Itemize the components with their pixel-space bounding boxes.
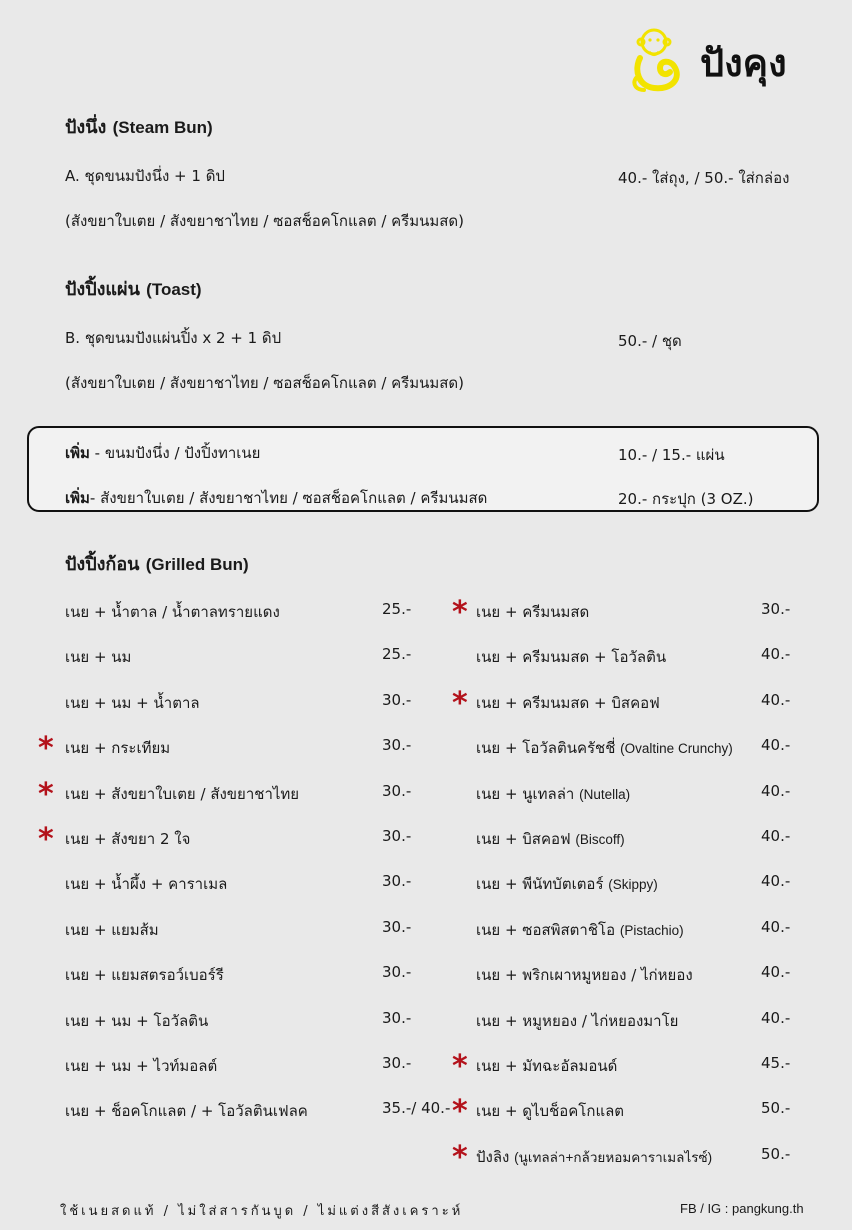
menu-item-name-th: เนย + พริกเผาหมูหยอง / ไก่หยอง xyxy=(476,966,693,984)
menu-item xyxy=(476,1054,831,1078)
menu-item-name xyxy=(476,963,693,987)
section-title-steam-en: (Steam Bun) xyxy=(112,118,213,137)
menu-item-name-th: เนย + โอวัลตินครัชชี่ xyxy=(476,739,621,757)
footer-notes: ใช้เนยสดแท้ / ไม่ใส่สารกันบูด / ไม่แต่งสีสังเคราะห์ xyxy=(60,1204,464,1219)
menu-item-name xyxy=(476,691,660,715)
toast-set-label: B. ชุดขนมปังแผ่นปิ้ง x 2 + 1 ดิป xyxy=(65,329,282,347)
addon-row-bread-text: - ขนมปังนึ่ง / ปังปิ้งทาเนย xyxy=(89,444,261,462)
menu-item-price: 30.- xyxy=(382,691,412,709)
addon-row-bread-price: 10.- / 15.- แผ่น xyxy=(618,446,725,464)
toast-set-price: 50.- / ชุด xyxy=(618,332,682,350)
menu-item-name-en: (Pistachio) xyxy=(619,923,684,938)
menu-item-name xyxy=(476,918,684,942)
section-title-toast-en: (Toast) xyxy=(146,280,202,299)
section-title-steam-th: ปังนึ่ง xyxy=(65,117,107,138)
toast-dips: (สังขยาใบเตย / สังขยาชาไทย / ซอสช็อคโกแลต / ครีมนมสด) xyxy=(65,374,465,392)
menu-item-price: 30.- xyxy=(382,827,412,845)
steam-set-price: 40.- ใส่ถุง, / 50.- ใส่กล่อง xyxy=(618,169,790,187)
menu-item xyxy=(65,1009,452,1033)
menu-item xyxy=(65,1054,452,1078)
menu-item-name-th: ปังลิง xyxy=(476,1148,515,1166)
menu-item-name-th: เนย + แยมสตรอว์เบอร์รี xyxy=(65,966,224,984)
menu-item-name-th: เนย + สังขยาใบเตย / สังขยาชาไทย xyxy=(65,785,300,803)
menu-item xyxy=(65,782,452,806)
addon-row-bread-label: เพิ่ม xyxy=(65,444,90,462)
menu-item-price: 40.- xyxy=(761,691,791,709)
menu-item-name-th: เนย + ดูไบช็อคโกแลต xyxy=(476,1102,625,1120)
menu-item-name xyxy=(65,600,280,624)
menu-item-name-th: เนย + กระเทียม xyxy=(65,739,171,757)
menu-item xyxy=(65,918,452,942)
addon-row-dip-price: 20.- กระปุก (3 OZ.) xyxy=(618,490,754,508)
menu-item-name-th: เนย + นม xyxy=(65,648,132,666)
menu-item-price: 30.- xyxy=(382,872,412,890)
menu-item-name-th: เนย + ช็อคโกแลต / + โอวัลตินเฟลค xyxy=(65,1102,308,1120)
menu-item xyxy=(65,1099,452,1123)
menu-item-name xyxy=(476,782,630,806)
menu-item xyxy=(476,1145,831,1169)
recommended-star-icon: * xyxy=(452,595,468,630)
menu-item xyxy=(476,782,831,806)
recommended-star-icon: * xyxy=(38,822,54,857)
menu-item-price: 30.- xyxy=(382,736,412,754)
section-title-grilled xyxy=(65,549,249,578)
menu-item xyxy=(476,827,831,851)
menu-item-name xyxy=(476,1009,678,1033)
menu-item-name xyxy=(476,1054,617,1078)
addon-row-dip-text: - สังขยาใบเตย / สังขยาชาไทย / ซอสช็อคโกแลต / ครีมนมสด xyxy=(89,489,488,507)
menu-item-price: 30.- xyxy=(382,1054,412,1072)
menu-item-name-th: เนย + นม + โอวัลติน xyxy=(65,1012,209,1030)
menu-item-name xyxy=(476,736,733,760)
recommended-star-icon: * xyxy=(452,1140,468,1175)
addon-row-bread xyxy=(65,441,260,465)
menu-item-price: 30.- xyxy=(382,918,412,936)
monkey-icon xyxy=(630,22,692,92)
menu-item-name-th: เนย + หมูหยอง / ไก่หยองมาโย xyxy=(476,1012,679,1030)
menu-item-name-th: เนย + แยมส้ม xyxy=(65,921,159,939)
menu-item xyxy=(65,600,452,624)
menu-item-name-th: เนย + น้ำผึ้ง + คาราเมล xyxy=(65,875,228,893)
section-title-toast-th: ปังปิ้งแผ่น xyxy=(65,279,140,300)
recommended-star-icon: * xyxy=(452,1094,468,1129)
menu-item-price: 30.- xyxy=(761,600,791,618)
menu-item xyxy=(476,691,831,715)
menu-item-name xyxy=(65,963,224,987)
menu-item-price: 30.- xyxy=(382,963,412,981)
menu-item-price: 30.- xyxy=(382,1009,412,1027)
menu-item-name-th: เนย + นม + น้ำตาล xyxy=(65,694,200,712)
recommended-star-icon: * xyxy=(452,686,468,721)
brand-logo xyxy=(630,22,820,92)
menu-item-name-th: เนย + พีนัทบัตเตอร์ xyxy=(476,875,609,893)
menu-item xyxy=(476,872,831,896)
menu-item-name xyxy=(65,736,170,760)
menu-item-name xyxy=(65,1099,308,1123)
menu-item-name xyxy=(65,645,131,669)
footer-social: FB / IG : pangkung.th xyxy=(680,1201,804,1216)
menu-item-name-th: เนย + น้ำตาล / น้ำตาลทรายแดง xyxy=(65,603,280,621)
menu-item-price: 40.- xyxy=(761,872,791,890)
menu-item-price: 25.- xyxy=(382,645,412,663)
menu-item-price: 40.- xyxy=(761,918,791,936)
menu-item-name-th: เนย + ครีมนมสด xyxy=(476,603,590,621)
section-title-grilled-th: ปังปิ้งก้อน xyxy=(65,554,140,575)
menu-item-name xyxy=(476,1145,712,1169)
menu-item-name xyxy=(65,1009,208,1033)
menu-item xyxy=(476,1099,831,1123)
menu-item xyxy=(476,600,831,624)
menu-item-name-th: เนย + ซอสพิสตาชิโอ xyxy=(476,921,620,939)
menu-item-price: 40.- xyxy=(761,645,791,663)
menu-item-price: 25.- xyxy=(382,600,412,618)
menu-item-price: 40.- xyxy=(761,963,791,981)
recommended-star-icon: * xyxy=(38,777,54,812)
menu-item-name xyxy=(65,782,299,806)
menu-item-name xyxy=(65,918,159,942)
menu-item xyxy=(476,963,831,987)
menu-item-price: 45.- xyxy=(761,1054,791,1072)
section-title-steam xyxy=(65,112,213,141)
menu-item-name-th: เนย + นูเทลล่า xyxy=(476,785,580,803)
menu-item-name xyxy=(65,827,190,851)
menu-item-name-en: (Nutella) xyxy=(579,787,631,802)
addon-row-dip-label: เพิ่ม xyxy=(65,489,90,507)
menu-item-name-th: เนย + บิสคอฟ xyxy=(476,830,576,848)
menu-item-price: 40.- xyxy=(761,1009,791,1027)
brand-name: ปังคุง xyxy=(700,41,787,85)
steam-dips: (สังขยาใบเตย / สังขยาชาไทย / ซอสช็อคโกแลต / ครีมนมสด) xyxy=(65,212,465,230)
menu-item xyxy=(65,827,452,851)
menu-item-name xyxy=(65,1054,217,1078)
menu-item-name-th: เนย + ครีมนมสด + โอวัลติน xyxy=(476,648,667,666)
menu-item xyxy=(476,736,831,760)
addon-row-dip xyxy=(65,486,487,510)
steam-set-label: A. ชุดขนมปังนึ่ง + 1 ดิป xyxy=(65,167,225,185)
menu-item-name xyxy=(476,600,589,624)
menu-item-name-en: (Skippy) xyxy=(608,877,658,892)
menu-item xyxy=(65,963,452,987)
menu-item-name-th: เนย + มัทฉะอัลมอนด์ xyxy=(476,1057,618,1075)
menu-item-name-en: (นูเทลล่า+กล้วยหอมคาราเมลไรซ์) xyxy=(514,1150,713,1165)
menu-item-price: 40.- xyxy=(761,827,791,845)
menu-item-name xyxy=(476,827,625,851)
menu-item xyxy=(65,691,452,715)
menu-item-price: 40.- xyxy=(761,782,791,800)
menu-item xyxy=(476,645,831,669)
menu-item-price: 40.- xyxy=(761,736,791,754)
menu-item xyxy=(476,918,831,942)
menu-item-name-en: (Ovaltine Crunchy) xyxy=(620,741,733,756)
menu-item-name xyxy=(476,872,658,896)
recommended-star-icon: * xyxy=(38,731,54,766)
menu-item xyxy=(65,872,452,896)
menu-item-name xyxy=(65,872,227,896)
menu-item-price: 50.- xyxy=(761,1099,791,1117)
menu-item-name-th: เนย + นม + ไวท์มอลต์ xyxy=(65,1057,218,1075)
recommended-star-icon: * xyxy=(452,1049,468,1084)
menu-item-price: 35.-/ 40.- xyxy=(382,1099,451,1117)
menu-item xyxy=(65,645,452,669)
menu-item-name-th: เนย + ครีมนมสด + บิสคอฟ xyxy=(476,694,660,712)
menu-item xyxy=(476,1009,831,1033)
menu-item xyxy=(65,736,452,760)
section-title-toast xyxy=(65,274,202,303)
section-title-grilled-en: (Grilled Bun) xyxy=(145,555,249,574)
menu-item-price: 50.- xyxy=(761,1145,791,1163)
menu-item-name xyxy=(65,691,200,715)
menu-item-name-th: เนย + สังขยา 2 ใจ xyxy=(65,830,191,848)
menu-item-price: 30.- xyxy=(382,782,412,800)
menu-item-name xyxy=(476,645,666,669)
menu-item-name-en: (Biscoff) xyxy=(575,832,625,847)
menu-item-name xyxy=(476,1099,624,1123)
